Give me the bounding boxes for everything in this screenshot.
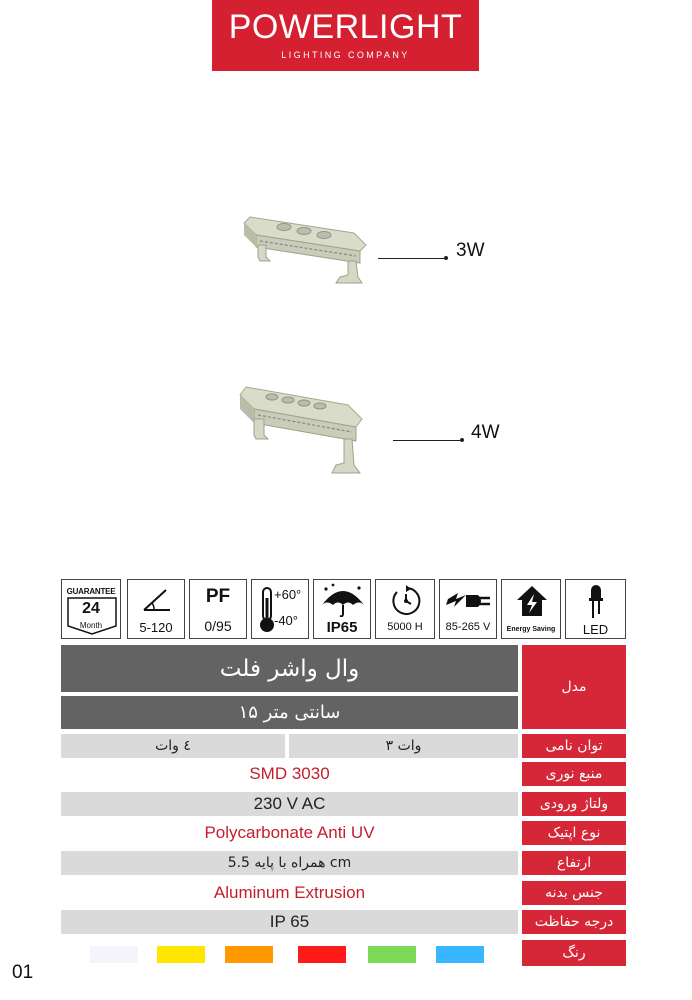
page-number: 01 [12,962,34,983]
model-size-cell [61,696,518,729]
guarantee-unit: Month [79,621,103,630]
input-voltage-label-text: ولتاژ ورودی [539,796,609,812]
body-material-label [522,881,626,905]
color-swatch [225,946,273,963]
model-label-text: مدل [561,679,587,695]
product-image-3w [236,205,381,290]
angle-icon [142,586,172,614]
energy-saving-value: Energy Saving [506,626,556,633]
power-label-3w: 3W [456,240,485,261]
lifetime-badge [375,579,435,639]
clock-icon [389,584,423,618]
house-bolt-icon [515,584,549,618]
power-value-3w: ۳ وات [385,738,422,754]
optic-type-label [522,821,626,845]
led-diode-icon [588,584,604,620]
light-source-label-text: منبع نوری [545,766,603,782]
power-cell-3w [289,734,518,758]
height-cell [61,851,518,875]
body-material-cell [61,881,518,905]
ip-rating-label-text: درجه حفاظت [534,914,614,930]
beam-angle-value: 5-120 [139,620,173,635]
optic-type-value: Polycarbonate Anti UV [204,823,375,842]
temp-max: +60° [274,587,302,602]
voltage-value: 85-265 V [445,621,491,633]
power-factor-badge [189,579,247,639]
model-size: ۱۵ سانتی متر [238,702,341,723]
power-value-4w: ٤ وات [155,738,191,754]
logo-tagline: LIGHTING COMPANY [281,50,410,60]
guarantee-title: GUARANTEE [66,587,116,596]
color-swatch [436,946,484,963]
temperature-badge [251,579,309,639]
light-source-value: SMD 3030 [249,764,330,783]
body-material-label-text: جنس بدنه [545,885,603,901]
height-label [522,851,626,875]
power-cell-4w [61,734,285,758]
power-factor-value: 0/95 [204,618,232,634]
power-label-4w: 4W [471,422,500,443]
led-value: LED [582,622,609,637]
rated-power-label [522,734,626,758]
model-name: وال واشر فلت [219,655,360,682]
power-factor-title: PF [205,586,231,607]
color-label [522,940,626,966]
color-label-text: رنگ [562,945,586,961]
input-voltage-cell [61,792,518,816]
leader-line-3w [378,258,446,259]
optic-type-label-text: نوع اپتیک [547,825,601,841]
height-label-text: ارتفاع [556,855,592,871]
light-source-label [522,762,626,786]
color-swatch [368,946,416,963]
rated-power-label-text: توان نامی [545,738,603,754]
umbrella-icon [320,583,366,617]
light-source-cell [61,762,518,786]
input-voltage-value: 230 V AC [253,794,326,813]
ip-rating-value: IP 65 [269,912,310,931]
plug-icon [446,585,492,617]
height-value: همراه با پایه 5.5 cm [227,855,352,871]
ip-rating-cell [61,910,518,934]
voltage-badge [439,579,497,639]
model-name-cell [61,645,518,692]
protection-value: IP65 [326,619,358,636]
leader-dot-4w [460,438,464,442]
input-voltage-label [522,792,626,816]
ip-rating-label [522,910,626,934]
leader-dot-3w [444,256,448,260]
guarantee-badge [61,579,121,639]
leader-line-4w [393,440,461,441]
brand-logo [212,0,479,71]
energy-saving-badge [501,579,561,639]
color-swatch [157,946,205,963]
temp-min: -40° [274,613,298,628]
color-swatch [298,946,346,963]
lifetime-value: 5000 H [387,621,423,633]
guarantee-value: 24 [82,600,100,617]
protection-badge [313,579,371,639]
model-label [522,645,626,729]
logo-name: POWERLIGHT [228,8,463,46]
led-badge [565,579,626,639]
body-material-value: Aluminum Extrusion [213,883,366,902]
product-image-4w [236,375,381,485]
color-swatch [90,946,138,963]
beam-angle-badge [127,579,185,639]
optic-type-cell [61,821,518,845]
